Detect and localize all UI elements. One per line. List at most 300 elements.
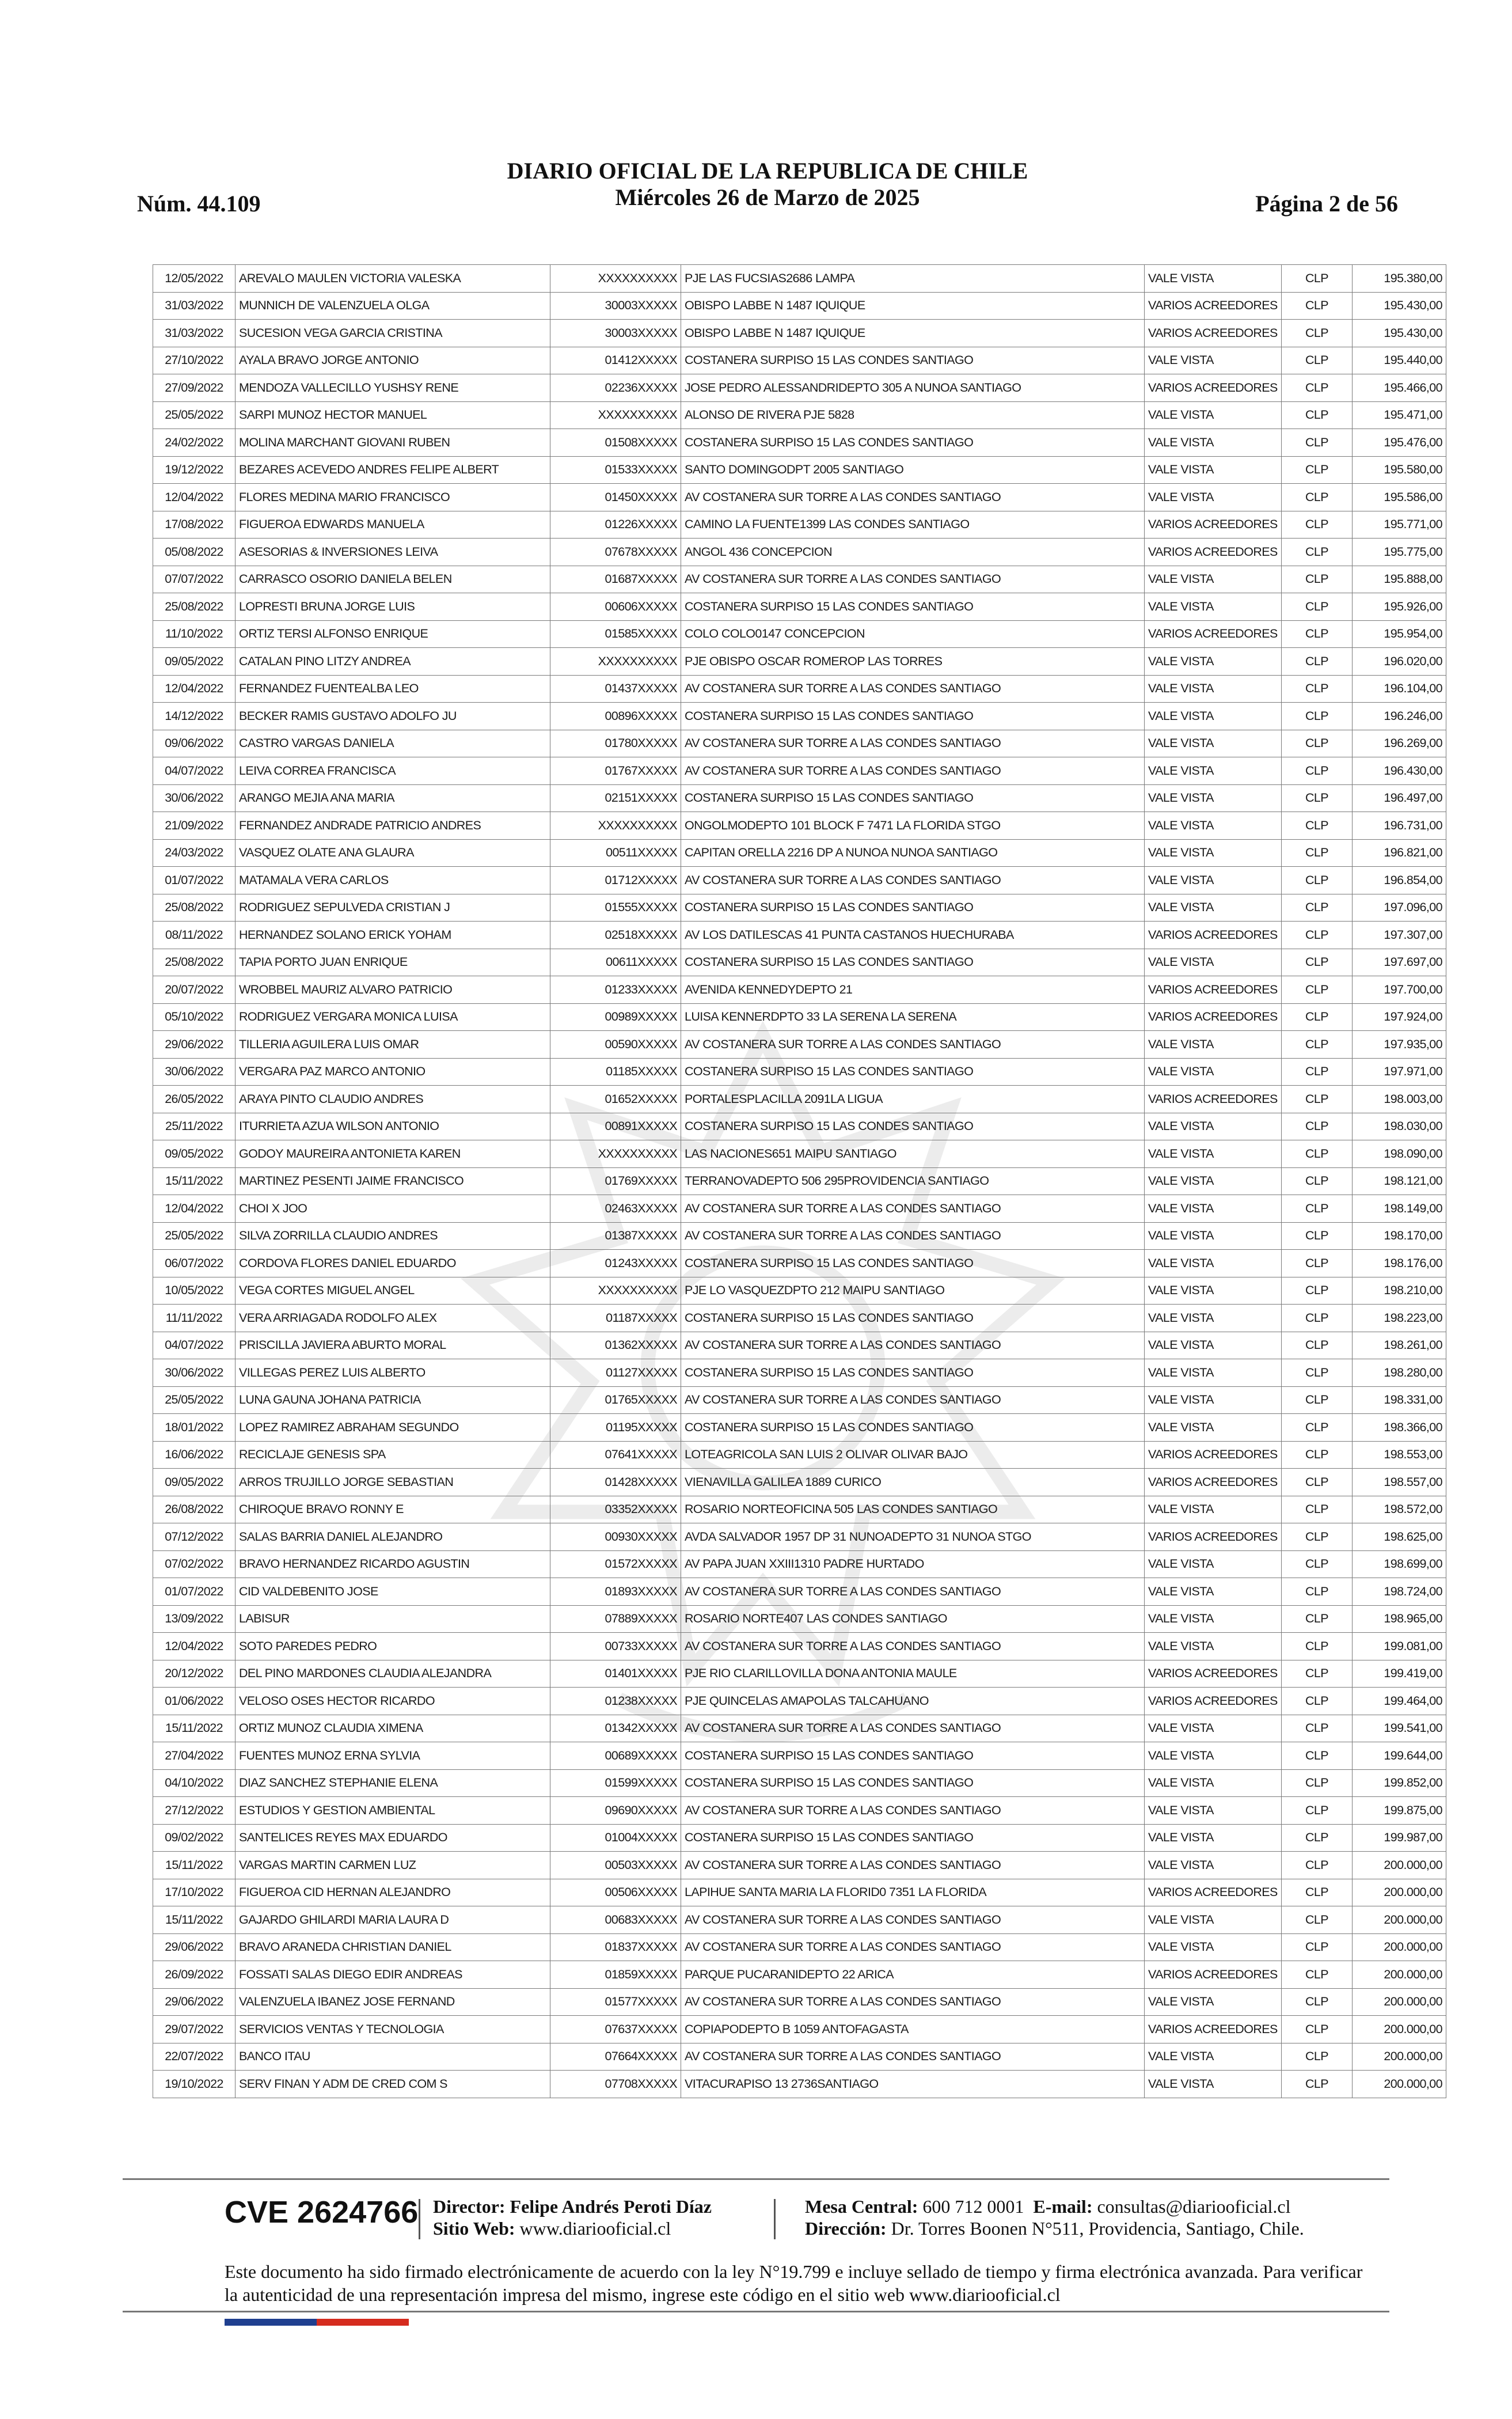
cell-currency: CLP <box>1282 401 1353 429</box>
cell-rut: 09690XXXXX <box>550 1797 681 1825</box>
cell-payment-type: VALE VISTA <box>1145 484 1282 511</box>
issue-number: Núm. 44.109 <box>137 191 261 217</box>
cell-amount: 200.000,00 <box>1353 1852 1446 1879</box>
cell-currency: CLP <box>1282 347 1353 374</box>
table-row <box>153 347 1446 374</box>
cell-amount: 199.987,00 <box>1353 1824 1446 1852</box>
cell-rut: 02463XXXXX <box>550 1195 681 1223</box>
cell-address: COSTANERA SURPISO 15 LAS CONDES SANTIAGO <box>681 1824 1145 1852</box>
cell-address: COSTANERA SURPISO 15 LAS CONDES SANTIAGO <box>681 784 1145 812</box>
table-row <box>153 784 1446 812</box>
cell-date: 09/05/2022 <box>153 1469 235 1496</box>
cell-amount: 198.699,00 <box>1353 1550 1446 1578</box>
table-row <box>153 648 1446 676</box>
cell-rut: 01185XXXXX <box>550 1058 681 1086</box>
cell-date: 25/05/2022 <box>153 1222 235 1250</box>
cell-amount: 198.176,00 <box>1353 1250 1446 1277</box>
cell-amount: 195.954,00 <box>1353 620 1446 648</box>
table-row <box>153 1167 1446 1195</box>
cell-address: ROSARIO NORTE407 LAS CONDES SANTIAGO <box>681 1605 1145 1633</box>
web-link[interactable]: www.diariooficial.cl <box>519 2218 671 2239</box>
cell-date: 31/03/2022 <box>153 320 235 347</box>
cell-amount: 198.003,00 <box>1353 1086 1446 1113</box>
cell-rut: 00891XXXXX <box>550 1113 681 1140</box>
table-row <box>153 1496 1446 1523</box>
cell-date: 09/06/2022 <box>153 730 235 757</box>
cell-rut: 01437XXXXX <box>550 675 681 703</box>
table-row <box>153 1386 1446 1414</box>
cell-amount: 195.380,00 <box>1353 265 1446 293</box>
cell-payment-type: VALE VISTA <box>1145 456 1282 484</box>
cell-payment-type: VALE VISTA <box>1145 894 1282 922</box>
cell-name: MOLINA MARCHANT GIOVANI RUBEN <box>235 429 550 457</box>
cell-payment-type: VALE VISTA <box>1145 2071 1282 2098</box>
cell-rut: 01233XXXXX <box>550 976 681 1004</box>
cell-amount: 196.246,00 <box>1353 703 1446 730</box>
cell-name: RODRIGUEZ SEPULVEDA CRISTIAN J <box>235 894 550 922</box>
table-row <box>153 1441 1446 1469</box>
cell-address: AV COSTANERA SUR TORRE A LAS CONDES SANTIAGO <box>681 1988 1145 2016</box>
cell-amount: 198.030,00 <box>1353 1113 1446 1140</box>
cell-currency: CLP <box>1282 374 1353 402</box>
table-row <box>153 1988 1446 2016</box>
cell-amount: 200.000,00 <box>1353 2071 1446 2098</box>
cell-amount: 198.553,00 <box>1353 1441 1446 1469</box>
cell-currency: CLP <box>1282 265 1353 293</box>
table-row <box>153 620 1446 648</box>
cell-address: AV COSTANERA SUR TORRE A LAS CONDES SANTIAGO <box>681 1715 1145 1742</box>
cell-rut: 01893XXXXX <box>550 1578 681 1606</box>
cell-name: DEL PINO MARDONES CLAUDIA ALEJANDRA <box>235 1660 550 1688</box>
cell-rut: 07641XXXXX <box>550 1441 681 1469</box>
cell-date: 20/12/2022 <box>153 1660 235 1688</box>
cell-amount: 197.971,00 <box>1353 1058 1446 1086</box>
masthead <box>137 158 1398 211</box>
cell-address: PJE RIO CLARILLOVILLA DONA ANTONIA MAULE <box>681 1660 1145 1688</box>
table-row <box>153 1003 1446 1031</box>
cell-rut: 00590XXXXX <box>550 1031 681 1059</box>
cell-currency: CLP <box>1282 730 1353 757</box>
cell-date: 09/02/2022 <box>153 1824 235 1852</box>
cell-rut: 07678XXXXX <box>550 539 681 566</box>
cell-name: LOPRESTI BRUNA JORGE LUIS <box>235 593 550 621</box>
cell-address: AV COSTANERA SUR TORRE A LAS CONDES SANTIAGO <box>681 1386 1145 1414</box>
cell-name: GAJARDO GHILARDI MARIA LAURA D <box>235 1906 550 1934</box>
cell-address: AV COSTANERA SUR TORRE A LAS CONDES SANTIAGO <box>681 566 1145 593</box>
cell-currency: CLP <box>1282 812 1353 840</box>
cell-payment-type: VALE VISTA <box>1145 1988 1282 2016</box>
cell-currency: CLP <box>1282 1250 1353 1277</box>
table-row <box>153 401 1446 429</box>
cell-amount: 196.020,00 <box>1353 648 1446 676</box>
cell-name: SERV FINAN Y ADM DE CRED COM S <box>235 2071 550 2098</box>
cell-currency: CLP <box>1282 1961 1353 1989</box>
cell-payment-type: VALE VISTA <box>1145 1140 1282 1168</box>
cell-amount: 199.644,00 <box>1353 1742 1446 1770</box>
table-row <box>153 1332 1446 1359</box>
cell-address: COSTANERA SURPISO 15 LAS CONDES SANTIAGO <box>681 1250 1145 1277</box>
table-row <box>153 2043 1446 2071</box>
cell-rut: 01428XXXXX <box>550 1469 681 1496</box>
cell-name: BECKER RAMIS GUSTAVO ADOLFO JU <box>235 703 550 730</box>
cell-amount: 198.572,00 <box>1353 1496 1446 1523</box>
table-row <box>153 1742 1446 1770</box>
cell-amount: 198.366,00 <box>1353 1414 1446 1442</box>
cell-address: AVENIDA KENNEDYDEPTO 21 <box>681 976 1145 1004</box>
table-row <box>153 922 1446 949</box>
cell-amount: 196.269,00 <box>1353 730 1446 757</box>
cell-rut: 01572XXXXX <box>550 1550 681 1578</box>
cell-date: 25/05/2022 <box>153 1386 235 1414</box>
table-row <box>153 1852 1446 1879</box>
cell-payment-type: VARIOS ACREEDORES <box>1145 976 1282 1004</box>
cell-address: PJE LAS FUCSIAS2686 LAMPA <box>681 265 1145 293</box>
cell-date: 30/06/2022 <box>153 1058 235 1086</box>
cell-payment-type: VALE VISTA <box>1145 1550 1282 1578</box>
cell-currency: CLP <box>1282 867 1353 894</box>
cell-currency: CLP <box>1282 1414 1353 1442</box>
cell-payment-type: VARIOS ACREEDORES <box>1145 620 1282 648</box>
cell-currency: CLP <box>1282 1933 1353 1961</box>
cell-name: ESTUDIOS Y GESTION AMBIENTAL <box>235 1797 550 1825</box>
cell-address: AV COSTANERA SUR TORRE A LAS CONDES SANTIAGO <box>681 1906 1145 1934</box>
cell-currency: CLP <box>1282 511 1353 539</box>
cell-name: SARPI MUNOZ HECTOR MANUEL <box>235 401 550 429</box>
cell-name: TILLERIA AGUILERA LUIS OMAR <box>235 1031 550 1059</box>
cell-rut: 00733XXXXX <box>550 1633 681 1660</box>
cell-name: MUNNICH DE VALENZUELA OLGA <box>235 292 550 320</box>
cell-rut: 01712XXXXX <box>550 867 681 894</box>
cell-payment-type: VALE VISTA <box>1145 1250 1282 1277</box>
cell-amount: 200.000,00 <box>1353 2016 1446 2043</box>
cell-rut: 00683XXXXX <box>550 1906 681 1934</box>
table-row <box>153 1715 1446 1742</box>
cell-name: CASTRO VARGAS DANIELA <box>235 730 550 757</box>
cell-currency: CLP <box>1282 1086 1353 1113</box>
table-row <box>153 1879 1446 1906</box>
cell-name: FIGUEROA EDWARDS MANUELA <box>235 511 550 539</box>
table-row <box>153 730 1446 757</box>
cell-address: ANGOL 436 CONCEPCION <box>681 539 1145 566</box>
cell-name: SANTELICES REYES MAX EDUARDO <box>235 1824 550 1852</box>
cell-address: AV COSTANERA SUR TORRE A LAS CONDES SANTIAGO <box>681 757 1145 785</box>
cell-currency: CLP <box>1282 539 1353 566</box>
cell-currency: CLP <box>1282 2016 1353 2043</box>
flag-stripe-red <box>317 2319 409 2326</box>
cell-rut: 07889XXXXX <box>550 1605 681 1633</box>
cell-amount: 195.440,00 <box>1353 347 1446 374</box>
cell-address: LUISA KENNERDPTO 33 LA SERENA LA SERENA <box>681 1003 1145 1031</box>
table-row <box>153 757 1446 785</box>
cell-date: 10/05/2022 <box>153 1277 235 1305</box>
cell-address: ONGOLMODEPTO 101 BLOCK F 7471 LA FLORIDA STGO <box>681 812 1145 840</box>
cell-payment-type: VALE VISTA <box>1145 1359 1282 1387</box>
cell-address: AV COSTANERA SUR TORRE A LAS CONDES SANTIAGO <box>681 2043 1145 2071</box>
cell-amount: 197.935,00 <box>1353 1031 1446 1059</box>
cell-date: 07/07/2022 <box>153 566 235 593</box>
cell-rut: 01187XXXXX <box>550 1305 681 1332</box>
cell-currency: CLP <box>1282 1578 1353 1606</box>
cell-currency: CLP <box>1282 620 1353 648</box>
cell-rut: 01859XXXXX <box>550 1961 681 1989</box>
cell-rut: 01450XXXXX <box>550 484 681 511</box>
cell-date: 27/04/2022 <box>153 1742 235 1770</box>
cell-payment-type: VALE VISTA <box>1145 1578 1282 1606</box>
cell-amount: 198.223,00 <box>1353 1305 1446 1332</box>
cell-address: OBISPO LABBE N 1487 IQUIQUE <box>681 292 1145 320</box>
cell-payment-type: VARIOS ACREEDORES <box>1145 1469 1282 1496</box>
cell-payment-type: VARIOS ACREEDORES <box>1145 1523 1282 1551</box>
table-row <box>153 949 1446 976</box>
cell-amount: 198.331,00 <box>1353 1386 1446 1414</box>
cell-address: SANTO DOMINGODPT 2005 SANTIAGO <box>681 456 1145 484</box>
cell-date: 12/05/2022 <box>153 265 235 293</box>
cell-amount: 198.280,00 <box>1353 1359 1446 1387</box>
cell-payment-type: VALE VISTA <box>1145 429 1282 457</box>
table-row <box>153 1222 1446 1250</box>
cell-payment-type: VALE VISTA <box>1145 1933 1282 1961</box>
cell-currency: CLP <box>1282 1797 1353 1825</box>
cell-name: CARRASCO OSORIO DANIELA BELEN <box>235 566 550 593</box>
cell-amount: 195.771,00 <box>1353 511 1446 539</box>
cell-name: PRISCILLA JAVIERA ABURTO MORAL <box>235 1332 550 1359</box>
table-row <box>153 1578 1446 1606</box>
cell-rut: 02151XXXXX <box>550 784 681 812</box>
table-row <box>153 976 1446 1004</box>
cell-name: FOSSATI SALAS DIEGO EDIR ANDREAS <box>235 1961 550 1989</box>
cell-date: 26/05/2022 <box>153 1086 235 1113</box>
cell-payment-type: VALE VISTA <box>1145 1332 1282 1359</box>
web-label: Sitio Web: <box>433 2218 515 2239</box>
cell-payment-type: VALE VISTA <box>1145 648 1282 676</box>
cell-payment-type: VARIOS ACREEDORES <box>1145 1688 1282 1715</box>
cell-name: ARAYA PINTO CLAUDIO ANDRES <box>235 1086 550 1113</box>
cell-currency: CLP <box>1282 1906 1353 1934</box>
cell-currency: CLP <box>1282 1550 1353 1578</box>
cell-rut: 01401XXXXX <box>550 1660 681 1688</box>
cell-rut: 01127XXXXX <box>550 1359 681 1387</box>
cell-address: CAPITAN ORELLA 2216 DP A NUNOA NUNOA SANTIAGO <box>681 839 1145 867</box>
cell-payment-type: VARIOS ACREEDORES <box>1145 374 1282 402</box>
cell-amount: 195.430,00 <box>1353 320 1446 347</box>
cell-address: COSTANERA SURPISO 15 LAS CONDES SANTIAGO <box>681 1414 1145 1442</box>
cell-address: COSTANERA SURPISO 15 LAS CONDES SANTIAGO <box>681 1305 1145 1332</box>
cell-rut: 00511XXXXX <box>550 839 681 867</box>
cell-date: 16/06/2022 <box>153 1441 235 1469</box>
table-row <box>153 1140 1446 1168</box>
cell-currency: CLP <box>1282 703 1353 730</box>
cell-amount: 200.000,00 <box>1353 1879 1446 1906</box>
cell-address: COPIAPODEPTO B 1059 ANTOFAGASTA <box>681 2016 1145 2043</box>
table-row <box>153 1797 1446 1825</box>
cell-rut: 01687XXXXX <box>550 566 681 593</box>
email-link[interactable]: consultas@diariooficial.cl <box>1097 2196 1291 2217</box>
cell-amount: 197.700,00 <box>1353 976 1446 1004</box>
cell-address: COSTANERA SURPISO 15 LAS CONDES SANTIAGO <box>681 703 1145 730</box>
cell-name: SOTO PAREDES PEDRO <box>235 1633 550 1660</box>
cell-name: ITURRIETA AZUA WILSON ANTONIO <box>235 1113 550 1140</box>
cell-payment-type: VARIOS ACREEDORES <box>1145 1961 1282 1989</box>
cell-name: SERVICIOS VENTAS Y TECNOLOGIA <box>235 2016 550 2043</box>
cell-date: 25/08/2022 <box>153 949 235 976</box>
cell-date: 09/05/2022 <box>153 1140 235 1168</box>
cell-rut: 01004XXXXX <box>550 1824 681 1852</box>
cell-currency: CLP <box>1282 1277 1353 1305</box>
cell-currency: CLP <box>1282 1660 1353 1688</box>
cell-name: VARGAS MARTIN CARMEN LUZ <box>235 1852 550 1879</box>
cell-currency: CLP <box>1282 1852 1353 1879</box>
table-row <box>153 1633 1446 1660</box>
cell-amount: 200.000,00 <box>1353 1961 1446 1989</box>
cell-rut: 00989XXXXX <box>550 1003 681 1031</box>
cell-rut: 01387XXXXX <box>550 1222 681 1250</box>
footer-director-block <box>433 2196 712 2239</box>
cell-name: HERNANDEZ SOLANO ERICK YOHAM <box>235 922 550 949</box>
cell-date: 05/08/2022 <box>153 539 235 566</box>
cell-payment-type: VALE VISTA <box>1145 1742 1282 1770</box>
table-row <box>153 511 1446 539</box>
cell-address: AV COSTANERA SUR TORRE A LAS CONDES SANTIAGO <box>681 1633 1145 1660</box>
cell-date: 04/10/2022 <box>153 1769 235 1797</box>
cell-amount: 200.000,00 <box>1353 2043 1446 2071</box>
cell-amount: 200.000,00 <box>1353 1933 1446 1961</box>
cell-name: SALAS BARRIA DANIEL ALEJANDRO <box>235 1523 550 1551</box>
cell-name: LOPEZ RAMIREZ ABRAHAM SEGUNDO <box>235 1414 550 1442</box>
cell-amount: 195.476,00 <box>1353 429 1446 457</box>
cell-currency: CLP <box>1282 894 1353 922</box>
cell-payment-type: VALE VISTA <box>1145 1769 1282 1797</box>
cell-name: RECICLAJE GENESIS SPA <box>235 1441 550 1469</box>
cell-amount: 195.580,00 <box>1353 456 1446 484</box>
cell-rut: 01533XXXXX <box>550 456 681 484</box>
cell-date: 22/07/2022 <box>153 2043 235 2071</box>
cell-rut: 02518XXXXX <box>550 922 681 949</box>
cell-date: 25/08/2022 <box>153 593 235 621</box>
cell-amount: 196.854,00 <box>1353 867 1446 894</box>
cell-currency: CLP <box>1282 2043 1353 2071</box>
footer-bottom-rule <box>123 2311 1389 2312</box>
table-row <box>153 1359 1446 1387</box>
cell-date: 31/03/2022 <box>153 292 235 320</box>
table-row <box>153 703 1446 730</box>
cell-address: AV COSTANERA SUR TORRE A LAS CONDES SANTIAGO <box>681 1797 1145 1825</box>
cell-name: BANCO ITAU <box>235 2043 550 2071</box>
cell-currency: CLP <box>1282 1988 1353 2016</box>
cell-payment-type: VALE VISTA <box>1145 784 1282 812</box>
cell-address: AV COSTANERA SUR TORRE A LAS CONDES SANTIAGO <box>681 1578 1145 1606</box>
cell-address: TERRANOVADEPTO 506 295PROVIDENCIA SANTIAGO <box>681 1167 1145 1195</box>
cell-name: DIAZ SANCHEZ STEPHANIE ELENA <box>235 1769 550 1797</box>
cell-name: MENDOZA VALLECILLO YUSHSY RENE <box>235 374 550 402</box>
cell-name: SUCESION VEGA GARCIA CRISTINA <box>235 320 550 347</box>
cell-date: 25/05/2022 <box>153 401 235 429</box>
cell-payment-type: VALE VISTA <box>1145 593 1282 621</box>
cell-date: 05/10/2022 <box>153 1003 235 1031</box>
table-row <box>153 1058 1446 1086</box>
flag-stripe-blue <box>225 2319 317 2326</box>
cell-amount: 199.464,00 <box>1353 1688 1446 1715</box>
cell-address: VITACURAPISO 13 2736SANTIAGO <box>681 2071 1145 2098</box>
cell-name: SILVA ZORRILLA CLAUDIO ANDRES <box>235 1222 550 1250</box>
table-row <box>153 1113 1446 1140</box>
cell-currency: CLP <box>1282 429 1353 457</box>
cell-payment-type: VALE VISTA <box>1145 1195 1282 1223</box>
cell-date: 21/09/2022 <box>153 812 235 840</box>
cell-rut: XXXXXXXXXX <box>550 1277 681 1305</box>
cell-date: 25/11/2022 <box>153 1113 235 1140</box>
page-number: Página 2 de 56 <box>1255 191 1398 217</box>
cell-rut: 00689XXXXX <box>550 1742 681 1770</box>
cell-rut: XXXXXXXXXX <box>550 401 681 429</box>
cell-address: COSTANERA SURPISO 15 LAS CONDES SANTIAGO <box>681 1113 1145 1140</box>
cell-address: COSTANERA SURPISO 15 LAS CONDES SANTIAGO <box>681 894 1145 922</box>
cell-date: 01/07/2022 <box>153 1578 235 1606</box>
cell-date: 18/01/2022 <box>153 1414 235 1442</box>
cell-date: 13/09/2022 <box>153 1605 235 1633</box>
cell-payment-type: VARIOS ACREEDORES <box>1145 320 1282 347</box>
cell-currency: CLP <box>1282 1441 1353 1469</box>
cell-rut: 30003XXXXX <box>550 292 681 320</box>
cell-rut: 01238XXXXX <box>550 1688 681 1715</box>
cell-address: LAPIHUE SANTA MARIA LA FLORID0 7351 LA FLORIDA <box>681 1879 1145 1906</box>
cell-amount: 200.000,00 <box>1353 1906 1446 1934</box>
cell-payment-type: VALE VISTA <box>1145 757 1282 785</box>
cell-payment-type: VALE VISTA <box>1145 2043 1282 2071</box>
table-row <box>153 839 1446 867</box>
cell-address: AV PAPA JUAN XXIII1310 PADRE HURTADO <box>681 1550 1145 1578</box>
cell-address: AV COSTANERA SUR TORRE A LAS CONDES SANTIAGO <box>681 1195 1145 1223</box>
table-row <box>153 1824 1446 1852</box>
cell-amount: 195.775,00 <box>1353 539 1446 566</box>
cell-currency: CLP <box>1282 1523 1353 1551</box>
cell-address: COSTANERA SURPISO 15 LAS CONDES SANTIAGO <box>681 1359 1145 1387</box>
cell-payment-type: VALE VISTA <box>1145 1167 1282 1195</box>
cell-address: ALONSO DE RIVERA PJE 5828 <box>681 401 1145 429</box>
table-row <box>153 1414 1446 1442</box>
cell-name: VELOSO OSES HECTOR RICARDO <box>235 1688 550 1715</box>
cell-amount: 196.497,00 <box>1353 784 1446 812</box>
cell-name: CORDOVA FLORES DANIEL EDUARDO <box>235 1250 550 1277</box>
table-row <box>153 1195 1446 1223</box>
cell-payment-type: VALE VISTA <box>1145 812 1282 840</box>
table-row <box>153 1523 1446 1551</box>
cell-date: 26/08/2022 <box>153 1496 235 1523</box>
cell-address: AVDA SALVADOR 1957 DP 31 NUNOADEPTO 31 NUNOA STGO <box>681 1523 1145 1551</box>
cell-rut: 30003XXXXX <box>550 320 681 347</box>
cell-amount: 198.724,00 <box>1353 1578 1446 1606</box>
table-row <box>153 1906 1446 1934</box>
cell-name: BRAVO ARANEDA CHRISTIAN DANIEL <box>235 1933 550 1961</box>
cell-payment-type: VARIOS ACREEDORES <box>1145 1441 1282 1469</box>
table-row <box>153 894 1446 922</box>
cell-address: COSTANERA SURPISO 15 LAS CONDES SANTIAGO <box>681 1769 1145 1797</box>
cell-address: LAS NACIONES651 MAIPU SANTIAGO <box>681 1140 1145 1168</box>
table-row <box>153 1277 1446 1305</box>
table-row <box>153 1605 1446 1633</box>
table-row <box>153 539 1446 566</box>
cell-rut: 00506XXXXX <box>550 1879 681 1906</box>
cell-name: VERGARA PAZ MARCO ANTONIO <box>235 1058 550 1086</box>
table-row <box>153 566 1446 593</box>
cell-rut: 01555XXXXX <box>550 894 681 922</box>
cell-amount: 197.307,00 <box>1353 922 1446 949</box>
cell-date: 11/11/2022 <box>153 1305 235 1332</box>
cell-name: VEGA CORTES MIGUEL ANGEL <box>235 1277 550 1305</box>
cell-name: BEZARES ACEVEDO ANDRES FELIPE ALBERT <box>235 456 550 484</box>
cell-name: VASQUEZ OLATE ANA GLAURA <box>235 839 550 867</box>
cell-date: 26/09/2022 <box>153 1961 235 1989</box>
cell-payment-type: VALE VISTA <box>1145 1715 1282 1742</box>
